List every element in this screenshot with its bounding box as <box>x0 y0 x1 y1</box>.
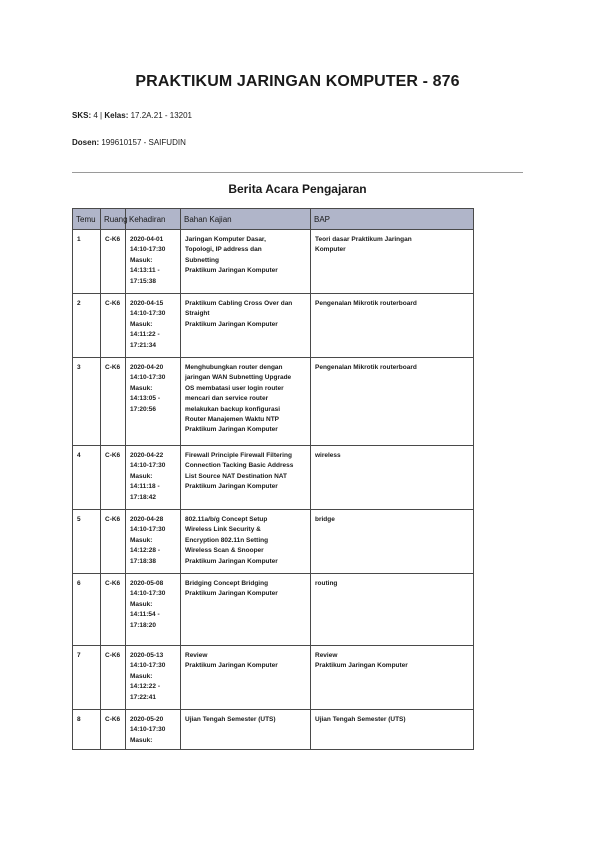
cell-bap-line: Teori dasar Praktikum Jaringan <box>315 236 412 243</box>
cell-bahan-kajian-line: Wireless Link Security & <box>185 526 261 534</box>
cell-ruang <box>101 294 126 358</box>
cell-kehadiran <box>126 574 181 646</box>
cell-temu <box>73 294 101 358</box>
cell-ruang-line: C-K6 <box>105 364 121 371</box>
table-header-row <box>73 209 474 230</box>
cell-ruang-line: C-K6 <box>105 236 121 243</box>
cell-kehadiran-line: 2020-05-08 <box>130 580 164 587</box>
cell-kehadiran <box>126 646 181 710</box>
teaching-report-table <box>72 208 474 750</box>
cell-bahan-kajian-line: Encryption 802.11n Setting <box>185 536 269 544</box>
cell-kehadiran-line: 14:13:05 - <box>130 395 160 403</box>
cell-temu-line: 8 <box>77 716 81 723</box>
cell-kehadiran <box>126 230 181 294</box>
cell-kehadiran-line: 14:10-17:30 <box>130 590 166 598</box>
cell-ruang <box>101 646 126 710</box>
table-row <box>73 646 474 710</box>
cell-bap-line: Pengenalan Mikrotik routerboard <box>315 300 417 307</box>
cell-kehadiran-line: 17:18:20 <box>130 621 157 629</box>
cell-temu-line: 3 <box>77 364 81 371</box>
cell-bahan-kajian-line: melakukan backup konfigurasi <box>185 405 281 413</box>
cell-bap-line: Praktikum Jaringan Komputer <box>315 662 408 670</box>
col-header-bahan-kajian: Bahan Kajian <box>181 209 311 230</box>
cell-kehadiran-line: 17:22:41 <box>130 693 157 701</box>
cell-ruang-line: C-K6 <box>105 716 121 723</box>
cell-ruang <box>101 230 126 294</box>
cell-kehadiran-line: 2020-04-28 <box>130 516 164 523</box>
cell-bahan-kajian-line: Topologi, IP address dan <box>185 246 262 254</box>
cell-kehadiran-line: Masuk: <box>130 384 153 392</box>
cell-kehadiran-line: 14:10-17:30 <box>130 310 166 318</box>
table-row <box>73 510 474 574</box>
cell-ruang <box>101 446 126 510</box>
cell-bahan-kajian-line: Praktikum Jaringan Komputer <box>185 590 278 598</box>
cell-bahan-kajian <box>181 230 311 294</box>
cell-kehadiran-line: 2020-05-20 <box>130 716 164 723</box>
cell-bap <box>311 230 474 294</box>
cell-kehadiran-line: 14:11:54 - <box>130 611 160 619</box>
cell-kehadiran-line: 2020-04-22 <box>130 452 164 459</box>
cell-bahan-kajian <box>181 574 311 646</box>
dosen-value: 199610157 - SAIFUDIN <box>101 138 186 147</box>
cell-kehadiran-line: 2020-05-13 <box>130 652 164 659</box>
cell-temu-line: 5 <box>77 516 81 523</box>
cell-ruang <box>101 710 126 750</box>
cell-bahan-kajian-line: Subnetting <box>185 256 219 264</box>
cell-kehadiran <box>126 446 181 510</box>
cell-bahan-kajian-line: Praktikum Jaringan Komputer <box>185 320 278 328</box>
cell-kehadiran-line: 2020-04-15 <box>130 300 164 307</box>
cell-bahan-kajian <box>181 710 311 750</box>
cell-bahan-kajian-line: List Source NAT Destination NAT <box>185 472 287 480</box>
cell-bap <box>311 358 474 446</box>
cell-bahan-kajian-line: Review <box>185 652 208 659</box>
cell-kehadiran-line: Masuk: <box>130 320 153 328</box>
cell-kehadiran-line: 14:12:28 - <box>130 547 160 555</box>
cell-bahan-kajian-line: Praktikum Jaringan Komputer <box>185 426 278 434</box>
cell-bahan-kajian-line: Connection Tacking Basic Address <box>185 462 294 470</box>
cell-bahan-kajian <box>181 358 311 446</box>
cell-kehadiran-line: 2020-04-20 <box>130 364 164 371</box>
cell-temu <box>73 646 101 710</box>
page-title: PRAKTIKUM JARINGAN KOMPUTER - 876 <box>135 73 460 90</box>
cell-ruang-line: C-K6 <box>105 452 121 459</box>
cell-kehadiran-line: 2020-04-01 <box>130 236 164 243</box>
cell-bahan-kajian-line: Jaringan Komputer Dasar, <box>185 236 266 243</box>
sks-label: SKS: <box>72 111 92 120</box>
cell-temu <box>73 446 101 510</box>
cell-bahan-kajian-line: 802.11a/b/g Concept Setup <box>185 516 268 523</box>
cell-temu-line: 7 <box>77 652 81 659</box>
table-row <box>73 574 474 646</box>
cell-bahan-kajian <box>181 510 311 574</box>
cell-temu <box>73 574 101 646</box>
cell-bahan-kajian-line: mencari dan service router <box>185 395 269 403</box>
cell-kehadiran-line: Masuk: <box>130 736 153 744</box>
cell-bap <box>311 574 474 646</box>
cell-bahan-kajian-line: Praktikum Jaringan Komputer <box>185 267 278 275</box>
cell-kehadiran-line: 17:20:56 <box>130 405 157 413</box>
cell-bap-line: Pengenalan Mikrotik routerboard <box>315 364 417 371</box>
cell-temu <box>73 510 101 574</box>
cell-kehadiran-line: 14:10-17:30 <box>130 662 166 670</box>
cell-kehadiran-line: 17:18:42 <box>130 493 157 501</box>
cell-temu-line: 1 <box>77 236 81 243</box>
cell-bahan-kajian-line: Ujian Tengah Semester (UTS) <box>185 716 276 723</box>
cell-ruang-line: C-K6 <box>105 300 121 307</box>
cell-kehadiran-line: 14:12:22 - <box>130 683 160 691</box>
cell-bahan-kajian-line: Menghubungkan router dengan <box>185 364 283 371</box>
dosen-label: Dosen: <box>72 138 100 147</box>
cell-bahan-kajian <box>181 294 311 358</box>
cell-bahan-kajian-line: Bridging Concept Bridging <box>185 580 269 587</box>
cell-temu-line: 4 <box>77 452 81 459</box>
cell-kehadiran-line: 14:10-17:30 <box>130 374 166 382</box>
course-info: SKS: 4 | Kelas: 17.2A.21 - 13201 <box>72 111 192 120</box>
cell-bap <box>311 294 474 358</box>
kelas-label: Kelas: <box>104 111 129 120</box>
cell-ruang <box>101 358 126 446</box>
cell-temu <box>73 710 101 750</box>
cell-kehadiran <box>126 510 181 574</box>
table-row <box>73 294 474 358</box>
cell-temu <box>73 358 101 446</box>
cell-bahan-kajian <box>181 446 311 510</box>
cell-bahan-kajian-line: Praktikum Jaringan Komputer <box>185 557 278 565</box>
cell-ruang-line: C-K6 <box>105 580 121 587</box>
cell-bahan-kajian-line: Praktikum Jaringan Komputer <box>185 662 278 670</box>
cell-bap-line: Review <box>315 652 338 659</box>
cell-kehadiran-line: 14:10-17:30 <box>130 246 166 254</box>
cell-temu-line: 6 <box>77 580 81 587</box>
cell-kehadiran <box>126 710 181 750</box>
cell-kehadiran-line: Masuk: <box>130 600 153 608</box>
cell-bap-line: wireless <box>315 452 341 459</box>
col-header-ruang: Ruang <box>101 209 126 230</box>
cell-bahan-kajian-line: Praktikum Cabling Cross Over dan <box>185 300 293 307</box>
cell-bap <box>311 646 474 710</box>
divider <box>72 172 523 173</box>
col-header-kehadiran: Kehadiran <box>126 209 181 230</box>
table-row <box>73 446 474 510</box>
cell-kehadiran-line: 14:11:22 - <box>130 331 160 339</box>
cell-ruang <box>101 510 126 574</box>
cell-bap-line: routing <box>315 580 338 587</box>
table-row <box>73 358 474 446</box>
cell-bahan-kajian-line: jaringan WAN Subnetting Upgrade <box>185 374 292 382</box>
cell-kehadiran-line: 14:11:18 - <box>130 483 160 491</box>
cell-bap <box>311 710 474 750</box>
cell-temu-line: 2 <box>77 300 81 307</box>
cell-bap <box>311 510 474 574</box>
cell-kehadiran-line: 14:13:11 - <box>130 267 160 275</box>
section-title: Berita Acara Pengajaran <box>228 182 367 196</box>
cell-kehadiran <box>126 358 181 446</box>
cell-bahan-kajian-line: OS membatasi user login router <box>185 384 284 392</box>
kelas-value: 17.2A.21 - 13201 <box>130 111 192 120</box>
cell-kehadiran-line: Masuk: <box>130 672 153 680</box>
cell-bahan-kajian-line: Wireless Scan & Snooper <box>185 547 264 555</box>
cell-kehadiran-line: 14:10-17:30 <box>130 462 166 470</box>
col-header-bap: BAP <box>311 209 474 230</box>
cell-bap <box>311 446 474 510</box>
cell-kehadiran-line: 17:21:34 <box>130 341 157 349</box>
cell-kehadiran-line: 14:10-17:30 <box>130 726 166 734</box>
cell-kehadiran-line: 14:10-17:30 <box>130 526 166 534</box>
table-row <box>73 230 474 294</box>
cell-kehadiran-line: 17:18:38 <box>130 557 157 565</box>
lecturer-info <box>72 138 186 147</box>
cell-kehadiran-line: Masuk: <box>130 536 153 544</box>
cell-bahan-kajian-line: Router Manajemen Waktu NTP <box>185 416 280 424</box>
cell-kehadiran-line: Masuk: <box>130 256 153 264</box>
cell-ruang-line: C-K6 <box>105 652 121 659</box>
cell-ruang-line: C-K6 <box>105 516 121 523</box>
cell-ruang <box>101 574 126 646</box>
cell-kehadiran-line: 17:15:38 <box>130 277 157 285</box>
cell-bahan-kajian-line: Firewall Principle Firewall Filtering <box>185 452 292 459</box>
cell-kehadiran-line: Masuk: <box>130 472 153 480</box>
cell-bap-line: bridge <box>315 516 335 523</box>
cell-bap-line: Komputer <box>315 246 346 254</box>
cell-bahan-kajian-line: Straight <box>185 310 210 318</box>
cell-kehadiran <box>126 294 181 358</box>
cell-bap-line: Ujian Tengah Semester (UTS) <box>315 716 406 723</box>
col-header-temu: Temu <box>73 209 101 230</box>
table-row <box>73 710 474 750</box>
cell-temu <box>73 230 101 294</box>
sks-value: 4 <box>93 111 98 120</box>
cell-bahan-kajian-line: Praktikum Jaringan Komputer <box>185 483 278 491</box>
cell-bahan-kajian <box>181 646 311 710</box>
